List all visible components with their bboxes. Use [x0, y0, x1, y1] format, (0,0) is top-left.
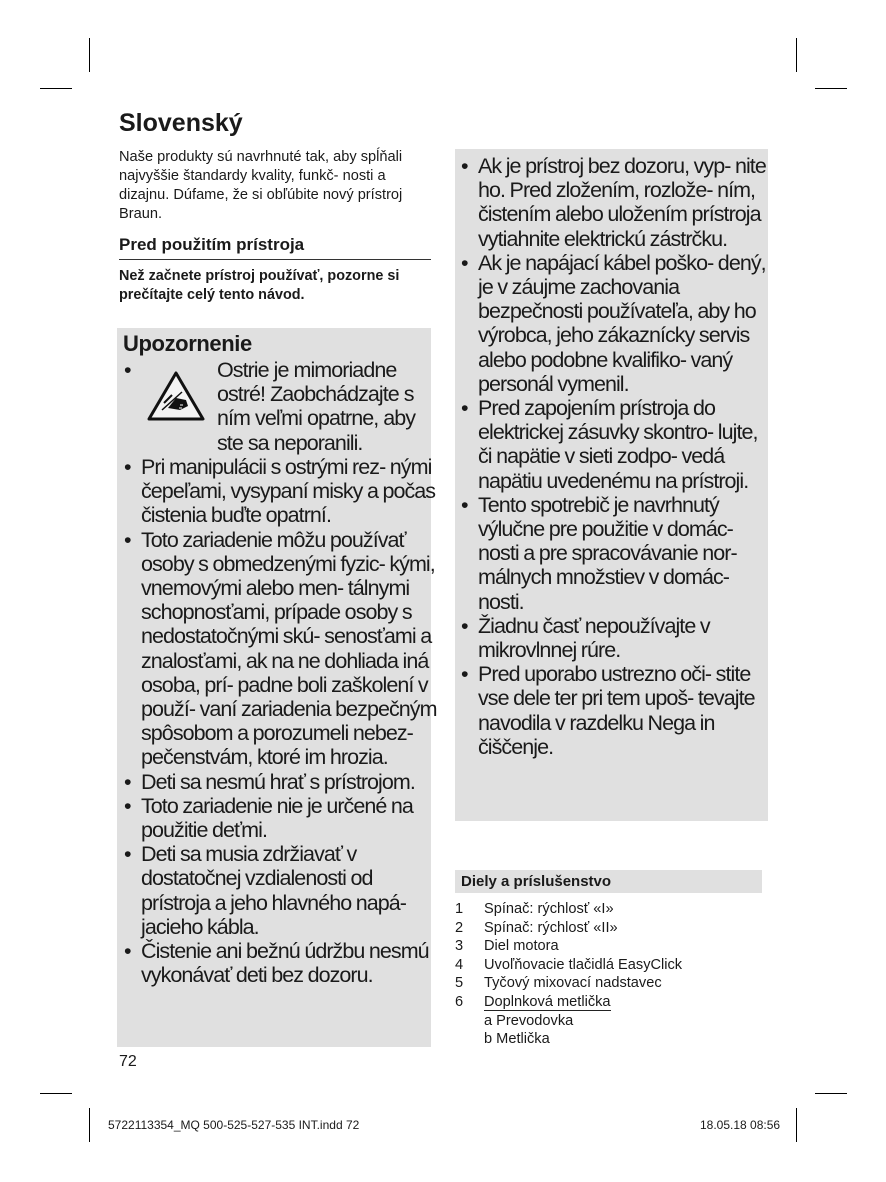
parts-list — [455, 900, 755, 1049]
list-item: • Deti sa nesmú hrať s prístrojom. — [124, 770, 437, 794]
crop-mark — [40, 88, 72, 89]
crop-mark — [796, 38, 797, 72]
parts-item — [455, 974, 755, 993]
warning-list-right — [461, 154, 769, 759]
list-item: • Pred zapojením prístroja do elektrickej zásuvky skontro- lujte, či napätie v sieti zodpo- vedá napätiu uvedenému na prístroji. — [461, 396, 769, 493]
crop-mark — [89, 38, 90, 72]
intro-paragraph: Naše produkty sú navrhnuté tak, aby spĺňali najvyššie štandardy kvality, funkč- nosti a dizajnu. Dúfame, že si obľúbite nový prístroj Braun. — [119, 149, 403, 222]
list-item: • Ak je napájací kábel poško- dený, je v záujme zachovania bezpečnosti používateľa, aby ho výrobca, jeho zákaznícky servis alebo podobne kvalifiko- vaný personál vymenil. — [461, 251, 769, 396]
footer-date: 18.05.18 08:56 — [700, 1118, 781, 1132]
section-heading: Pred použitím prístroja — [119, 235, 431, 260]
parts-label: Doplnková metlička — [484, 993, 611, 1010]
parts-label: Tyčový mixovací nadstavec — [484, 975, 662, 992]
parts-label: Diel motora — [484, 938, 559, 955]
list-item: • Žiadnu časť nepoužívajte v mikrovlnnej rúre. — [461, 614, 769, 662]
parts-number: 3 — [455, 938, 464, 955]
parts-item — [455, 900, 755, 919]
crop-mark — [796, 1108, 797, 1142]
page-title: Slovenský — [119, 109, 243, 137]
parts-subitem — [455, 1030, 755, 1049]
list-item: • Tento spotrebič je navrhnutý výlučne pre použitie v domác- nosti a pre spracovávanie nor- málnych množstiev v domác- nosti. — [461, 493, 769, 614]
warning-box-right — [455, 149, 768, 821]
list-item: • Ak je prístroj bez dozoru, vyp- nite ho. Pred zložením, rozlože- ním, čistením alebo uložením prístroja vytiahnite elektrickú zástrčku. — [461, 154, 769, 251]
list-item: • Toto zariadenie môžu používať osoby s obmedzenými fyzic- kými, vnemovými alebo men- tálnymi schopnosťami, prípade osoby s nedostatočnými skú- senosťami a znalosťami, ak na ne dohliada iná osoba, prí- padne boli zaškolení v použí- vaní zariadenia bezpečným spôsobom a porozumeli nebez- pečenstvám, ktoré im hrozia. — [124, 528, 437, 770]
parts-label: Spínač: rýchlosť «II» — [484, 919, 618, 936]
parts-item — [455, 937, 755, 956]
warning-title: Upozornenie — [123, 331, 252, 356]
list-item: • Deti sa musia zdržiavať v dostatočnej vzdialenosti od prístroja a jeho hlavného napá- jacieho kábla. — [124, 842, 437, 939]
parts-item — [455, 919, 755, 938]
page-number: 72 — [119, 1053, 137, 1070]
crop-mark — [815, 88, 847, 89]
crop-mark — [89, 1108, 90, 1142]
bullet: • — [124, 358, 132, 382]
warning-list-left — [124, 455, 437, 987]
parts-label: Spínač: rýchlosť «I» — [484, 901, 614, 917]
list-item: • Čistenie ani bežnú údržbu nesmú vykonávať deti bez dozoru. — [124, 939, 437, 987]
list-item: • Toto zariadenie nie je určené na použitie deťmi. — [124, 794, 437, 842]
parts-sublabel: b Metlička — [484, 1031, 550, 1048]
footer-file-info: 5722113354_MQ 500-525-527-535 INT.indd 72 — [108, 1118, 360, 1132]
crop-mark — [40, 1093, 72, 1094]
parts-subitem — [455, 1012, 755, 1031]
parts-number: 2 — [455, 919, 464, 936]
bold-note: Než začnete prístroj používať, pozorne si prečítajte celý tento návod. — [119, 268, 400, 303]
parts-number: 5 — [455, 975, 464, 992]
warning-box-left — [117, 328, 437, 1047]
sharp-blade-warning-icon — [146, 370, 206, 427]
list-item: • Pred uporabo ustrezno oči- stite vse dele ter pri tem upoš- tevajte navodila v razdelku Nega in čiščenje. — [461, 662, 769, 759]
parts-number: 6 — [455, 993, 464, 1010]
parts-sublabel: a Prevodovka — [484, 1012, 574, 1029]
list-item: • Pri manipulácii s ostrými rez- nými čepeľami, vysypaní misky a počas čistenia buďte opatrní. — [124, 455, 437, 528]
crop-mark — [815, 1093, 847, 1094]
parts-item — [455, 993, 755, 1012]
parts-number: 1 — [455, 901, 464, 917]
warning-first-text: Ostrie je mimoriadne ostré! Zaobchádzajte s ním veľmi opatrne, aby ste sa neporanili. — [217, 358, 416, 455]
parts-label: Uvoľňovacie tlačidlá EasyClick — [484, 956, 683, 973]
parts-number: 4 — [455, 956, 464, 973]
parts-item — [455, 956, 755, 975]
parts-heading: Diely a príslušenstvo — [455, 870, 762, 893]
